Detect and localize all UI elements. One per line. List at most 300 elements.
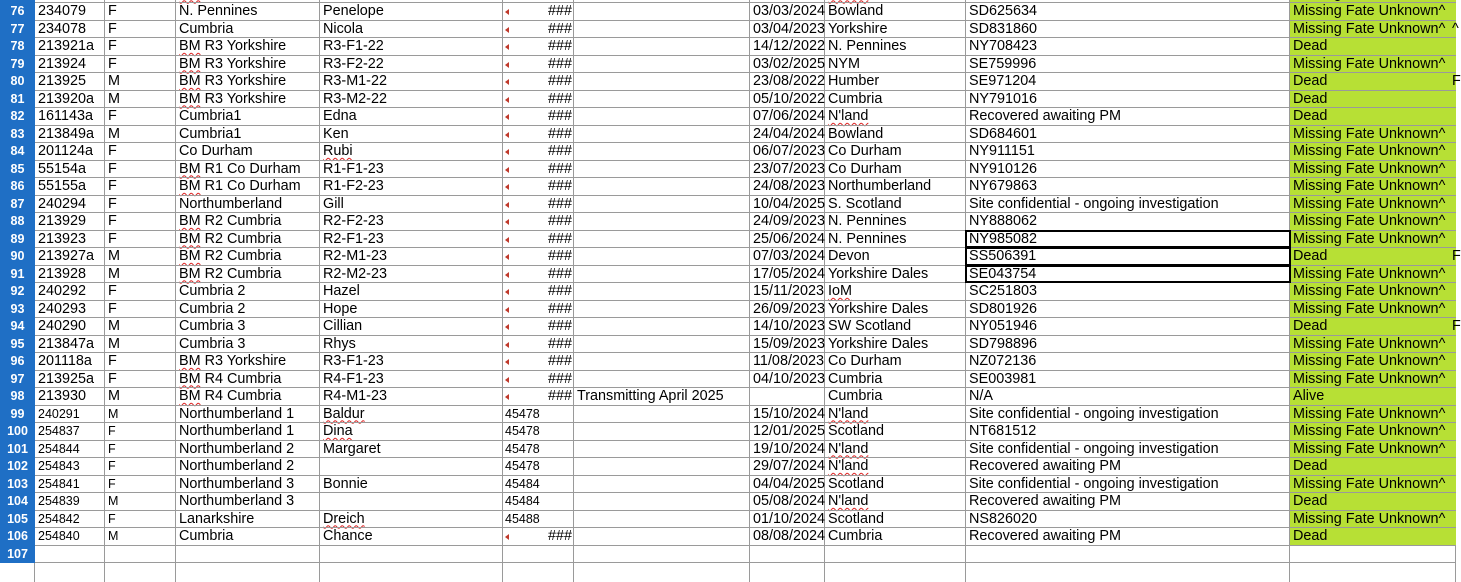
cell-date[interactable]: 24/09/2023 <box>753 213 826 229</box>
cell-grid[interactable]: Recovered awaiting PM <box>969 458 1121 474</box>
cell-date[interactable] <box>750 388 825 406</box>
cell-id[interactable]: 213924 <box>38 55 87 72</box>
cell-id[interactable]: 213925 <box>38 73 87 89</box>
cell-fate[interactable]: Dead <box>1293 38 1328 54</box>
cell-f[interactable]: ### <box>547 195 572 212</box>
cell-site[interactable] <box>176 231 320 249</box>
cell-name[interactable]: R3-M1-22 <box>323 73 387 89</box>
cell-id[interactable]: 55155a <box>38 178 87 194</box>
cell-f[interactable]: ### <box>547 143 572 159</box>
cell-site[interactable]: Cumbria 2 <box>179 283 246 299</box>
cell-note[interactable]: Transmitting April 2025 <box>577 388 724 404</box>
cell-id[interactable]: 254839 <box>38 494 80 508</box>
cell-site[interactable]: N. Pennines <box>179 3 258 19</box>
cell-f[interactable]: ### <box>547 388 572 404</box>
cell-site[interactable] <box>176 213 320 231</box>
cell-sex[interactable]: F <box>108 511 116 526</box>
cell-date[interactable]: 29/07/2024 <box>753 458 826 474</box>
cell-sex[interactable]: F <box>108 213 117 229</box>
cell-fate[interactable]: Missing Fate Unknown^ <box>1293 55 1446 72</box>
cell-f[interactable]: ### <box>547 55 572 72</box>
cell-fate[interactable]: Dead <box>1293 458 1328 474</box>
cell-region[interactable]: N. Pennines <box>828 230 907 247</box>
cell-region[interactable]: NYM <box>828 55 860 72</box>
cell-region[interactable]: Yorkshire <box>828 20 888 37</box>
cell-name[interactable] <box>320 493 503 511</box>
cell-grid[interactable]: SE043754 <box>969 265 1037 282</box>
cell-sex[interactable]: M <box>108 406 119 421</box>
cell-f[interactable]: ### <box>547 3 572 19</box>
cell-fate[interactable]: Alive <box>1293 388 1325 404</box>
cell-grid[interactable]: Recovered awaiting PM <box>969 528 1121 544</box>
cell-sex[interactable]: M <box>108 90 120 107</box>
cell-f[interactable]: ### <box>547 178 572 194</box>
cell-region[interactable]: Cumbria <box>828 388 883 404</box>
cell-sex[interactable]: M <box>108 494 119 508</box>
cell-sex[interactable]: M <box>108 265 120 282</box>
cell-date[interactable]: 07/03/2024 <box>753 248 826 264</box>
cell-date[interactable]: 03/03/2024 <box>753 3 826 19</box>
cell-site[interactable]: Cumbria <box>179 528 234 544</box>
cell-region[interactable]: Scotland <box>828 423 885 439</box>
cell-f[interactable]: ### <box>547 125 572 142</box>
cell-fate[interactable]: Missing Fate Unknown^ <box>1293 178 1446 194</box>
cell-region[interactable]: Bowland <box>828 125 884 142</box>
cell-region[interactable]: N'land <box>828 458 869 474</box>
cell-site[interactable]: Cumbria 3 <box>179 335 246 352</box>
cell-name[interactable]: Rubi <box>323 143 353 159</box>
row-number[interactable]: 99 <box>0 406 35 424</box>
cell-region[interactable]: N. Pennines <box>828 38 907 54</box>
cell-fate[interactable]: Missing Fate Unknown^ <box>1293 370 1446 387</box>
cell-sex[interactable] <box>105 546 176 564</box>
cell-sex[interactable]: F <box>108 300 117 317</box>
cell-name[interactable]: R2-M2-23 <box>323 265 387 282</box>
cell-id[interactable]: 234078 <box>38 20 87 37</box>
cell-grid[interactable]: SE759996 <box>969 55 1037 72</box>
cell-fate[interactable]: Dead <box>1293 493 1328 509</box>
cell-name[interactable]: Gill <box>323 195 344 212</box>
row-number[interactable]: 89 <box>0 231 35 249</box>
cell-name[interactable]: Dina <box>323 423 353 439</box>
cell-date[interactable]: 05/08/2024 <box>753 493 826 509</box>
cell-id[interactable]: 254843 <box>38 459 80 473</box>
cell-f[interactable]: ### <box>547 20 572 37</box>
cell-id[interactable]: 254844 <box>38 441 80 456</box>
cell-grid[interactable]: Recovered awaiting PM <box>969 493 1121 509</box>
cell-name[interactable]: R3-F2-22 <box>323 55 384 72</box>
cell-grid[interactable]: SE971204 <box>969 73 1037 89</box>
cell-site[interactable]: Northumberland 1 <box>179 405 295 422</box>
cell-name[interactable]: R2-F1-23 <box>323 230 384 247</box>
cell-grid[interactable]: Site confidential - ongoing investigation <box>969 440 1219 457</box>
cell-sex[interactable]: F <box>108 230 117 247</box>
cell-grid[interactable]: NY910126 <box>969 160 1038 177</box>
cell-site[interactable]: Cumbria1 <box>179 108 242 124</box>
cell-name[interactable]: Nicola <box>323 20 363 37</box>
cell-f[interactable]: ### <box>547 528 572 544</box>
cell-site[interactable]: Lanarkshire <box>179 510 255 527</box>
cell-sex[interactable]: F <box>108 38 117 54</box>
cell-id[interactable]: 234079 <box>38 3 87 19</box>
cell-fate[interactable]: Missing Fate Unknown^ <box>1293 265 1446 282</box>
cell-region[interactable]: Cumbria <box>828 90 883 107</box>
cell-region[interactable]: Cumbria <box>828 370 883 387</box>
cell-f[interactable]: 45478 <box>505 406 540 421</box>
cell-f[interactable]: ### <box>547 213 572 229</box>
cell-date[interactable]: 14/10/2023 <box>753 318 826 334</box>
cell-site[interactable]: Northumberland 1 <box>179 423 295 439</box>
cell-id[interactable] <box>35 546 105 564</box>
cell-sex[interactable]: F <box>108 20 117 37</box>
cell-region[interactable]: Yorkshire Dales <box>828 265 929 282</box>
cell-fate[interactable]: Dead <box>1293 248 1328 264</box>
row-number[interactable]: 86 <box>0 178 35 196</box>
cell-site[interactable]: Northumberland 3 <box>179 475 295 492</box>
cell-fate[interactable]: Missing Fate Unknown^ <box>1293 125 1446 142</box>
cell-date[interactable]: 01/10/2024 <box>753 510 826 527</box>
cell-fate[interactable]: Missing Fate Unknown^ <box>1293 283 1446 299</box>
cell-region[interactable]: Scotland <box>828 475 885 492</box>
cell-id[interactable]: 240293 <box>38 300 87 317</box>
cell-f[interactable]: ### <box>547 300 572 317</box>
cell-id[interactable]: 213930 <box>38 388 87 404</box>
cell-date[interactable]: 03/02/2025 <box>753 55 826 72</box>
cell-date[interactable]: 08/08/2024 <box>753 528 826 544</box>
cell-name[interactable]: Penelope <box>323 3 384 19</box>
cell-site[interactable] <box>176 56 320 74</box>
cell-name[interactable]: R3-M2-22 <box>323 90 387 107</box>
cell-sex[interactable]: M <box>108 388 120 404</box>
cell-sex[interactable]: M <box>108 318 120 334</box>
cell-name[interactable] <box>320 458 503 476</box>
cell-id[interactable]: 213927a <box>38 248 95 264</box>
cell-grid[interactable]: N/A <box>969 388 993 404</box>
row-number[interactable]: 102 <box>0 458 35 476</box>
row-number[interactable]: 103 <box>0 476 35 494</box>
cell-id[interactable]: 161143a <box>38 108 93 124</box>
cell-date[interactable]: 05/10/2022 <box>753 90 826 107</box>
cell-sex[interactable]: F <box>108 160 117 177</box>
cell-fate[interactable]: Missing Fate Unknown^ <box>1293 213 1446 229</box>
cell-id[interactable]: 240290 <box>38 318 87 334</box>
cell-site[interactable] <box>176 388 320 406</box>
cell-region[interactable]: N'land <box>828 493 869 509</box>
cell-name[interactable]: R1-F1-23 <box>323 160 384 177</box>
cell-date[interactable]: 07/06/2024 <box>753 108 826 124</box>
cell-sex[interactable]: F <box>108 108 117 124</box>
cell-f[interactable]: 45484 <box>505 494 540 508</box>
cell-site[interactable] <box>176 161 320 179</box>
cell-sex[interactable]: F <box>108 459 116 473</box>
cell-sex[interactable]: F <box>108 441 116 456</box>
cell-grid[interactable]: Site confidential - ongoing investigation <box>969 195 1219 212</box>
cell-fate[interactable]: Missing Fate Unknown^ <box>1293 20 1446 37</box>
cell-name[interactable]: Hazel <box>323 283 360 299</box>
cell-name[interactable]: Bonnie <box>323 475 368 492</box>
cell-id[interactable]: 201118a <box>38 353 92 369</box>
cell-date[interactable]: 14/12/2022 <box>753 38 826 54</box>
cell-sex[interactable]: F <box>108 353 117 369</box>
row-number[interactable]: 98 <box>0 388 35 406</box>
cell-date[interactable]: 15/11/2023 <box>753 283 824 299</box>
cell-name[interactable]: Dreich <box>323 510 365 527</box>
cell-fate[interactable]: Dead <box>1293 90 1328 107</box>
row-number[interactable]: 77 <box>0 21 35 39</box>
cell-f[interactable]: ### <box>547 73 572 89</box>
cell-date[interactable]: 12/01/2025 <box>753 423 826 439</box>
cell-f[interactable]: 45488 <box>505 511 540 526</box>
row-number[interactable]: 79 <box>0 56 35 74</box>
cell-id[interactable]: 254842 <box>38 511 80 526</box>
cell-id[interactable]: 240292 <box>38 283 87 299</box>
row-number[interactable]: 78 <box>0 38 35 56</box>
cell-sex[interactable]: F <box>108 3 117 19</box>
cell-id[interactable]: 213925a <box>38 370 95 387</box>
cell-grid[interactable]: NY051946 <box>969 318 1038 334</box>
cell-site[interactable] <box>176 178 320 196</box>
cell-name[interactable]: R3-F1-23 <box>323 353 384 369</box>
row-number[interactable]: 87 <box>0 196 35 214</box>
cell-grid[interactable]: NY791016 <box>969 90 1038 107</box>
cell-fate[interactable]: Missing Fate Unknown^ <box>1293 3 1446 19</box>
cell-fate[interactable]: Missing Fate Unknown^ <box>1293 510 1446 527</box>
cell-date[interactable]: 06/07/2023 <box>753 143 826 159</box>
row-number[interactable]: 104 <box>0 493 35 511</box>
cell-id[interactable]: 213920a <box>38 90 95 107</box>
cell-name[interactable]: Baldur <box>323 405 365 422</box>
cell-site[interactable] <box>176 353 320 371</box>
cell-grid[interactable]: SS506391 <box>969 248 1037 264</box>
cell-id[interactable]: 213847a <box>38 335 95 352</box>
cell-region[interactable]: Northumberland <box>828 178 932 194</box>
row-number[interactable]: 82 <box>0 108 35 126</box>
cell-f[interactable]: ### <box>547 318 572 334</box>
cell-date[interactable]: 19/10/2024 <box>753 440 826 457</box>
cell-grid[interactable]: SE003981 <box>969 370 1037 387</box>
cell-site[interactable] <box>176 266 320 284</box>
cell-id[interactable]: 213849a <box>38 125 95 142</box>
cell-f[interactable]: ### <box>547 230 572 247</box>
cell-date[interactable]: 03/04/2023 <box>753 20 826 37</box>
cell-name[interactable]: Edna <box>323 108 357 124</box>
row-number[interactable]: 97 <box>0 371 35 389</box>
row-number[interactable]: 101 <box>0 441 35 459</box>
cell-region[interactable]: Cumbria <box>828 528 883 544</box>
cell-fate[interactable]: Missing Fate Unknown^ <box>1293 160 1446 177</box>
cell-name[interactable]: Ken <box>323 125 349 142</box>
cell-site[interactable]: Cumbria <box>179 20 234 37</box>
cell-f[interactable]: ### <box>547 283 572 299</box>
cell-id[interactable]: 213928 <box>38 265 87 282</box>
cell-fate[interactable]: Missing Fate Unknown^ <box>1293 230 1446 247</box>
cell-site[interactable]: Co Durham <box>179 143 253 159</box>
cell-id[interactable]: 240294 <box>38 195 87 212</box>
cell-id[interactable]: 213921a <box>38 38 95 54</box>
cell-grid[interactable]: NY708423 <box>969 38 1038 54</box>
cell-sex[interactable]: M <box>108 248 120 264</box>
cell-name[interactable]: Margaret <box>323 440 381 457</box>
cell-f[interactable]: ### <box>547 160 572 177</box>
cell-fate[interactable]: Dead <box>1293 528 1328 544</box>
cell-sex[interactable]: F <box>108 55 117 72</box>
row-number[interactable]: 96 <box>0 353 35 371</box>
row-number[interactable]: 100 <box>0 423 35 441</box>
cell-fate[interactable]: Dead <box>1293 108 1328 124</box>
cell-id[interactable]: 254837 <box>38 424 80 438</box>
cell-date[interactable]: 04/10/2023 <box>753 370 826 387</box>
cell-fate[interactable] <box>1290 546 1450 564</box>
cell-f[interactable]: ### <box>547 353 572 369</box>
cell-name[interactable]: Hope <box>323 300 358 317</box>
cell-region[interactable]: Devon <box>828 248 870 264</box>
cell-site[interactable]: Northumberland 3 <box>179 493 295 509</box>
cell-f[interactable]: ### <box>547 38 572 54</box>
cell-date[interactable]: 25/06/2024 <box>753 230 826 247</box>
cell-fate[interactable]: Missing Fate Unknown^ <box>1293 353 1446 369</box>
cell-id[interactable]: 201124a <box>38 143 93 159</box>
cell-name[interactable]: Rhys <box>323 335 356 352</box>
cell-name[interactable]: R3-F1-22 <box>323 38 384 54</box>
cell-name[interactable]: R2-F2-23 <box>323 213 384 229</box>
cell-f[interactable]: 45478 <box>505 424 540 438</box>
cell-sex[interactable]: M <box>108 125 120 142</box>
cell-region[interactable]: N'land <box>828 108 869 124</box>
cell-fate[interactable]: Missing Fate Unknown^ <box>1293 335 1446 352</box>
cell-id[interactable]: 240291 <box>38 406 80 421</box>
cell-name[interactable]: Chance <box>323 528 373 544</box>
cell-grid[interactable]: Recovered awaiting PM <box>969 108 1121 124</box>
cell-grid[interactable]: SD831860 <box>969 20 1038 37</box>
row-number[interactable]: 84 <box>0 143 35 161</box>
cell-site[interactable]: Cumbria1 <box>179 125 242 142</box>
cell-date[interactable]: 23/07/2023 <box>753 160 826 177</box>
cell-site[interactable]: Cumbria 2 <box>179 300 246 317</box>
cell-region[interactable]: N'land <box>828 440 869 457</box>
cell-grid[interactable]: NY985082 <box>969 230 1038 247</box>
cell-f[interactable]: 45478 <box>505 459 540 473</box>
cell-name[interactable]: R2-M1-23 <box>323 248 387 264</box>
cell-grid[interactable] <box>966 546 1286 564</box>
cell-date[interactable]: 15/09/2023 <box>753 335 826 352</box>
cell-fate[interactable]: Missing Fate Unknown^ <box>1293 300 1446 317</box>
cell-grid[interactable]: SD798896 <box>969 335 1038 352</box>
cell-sex[interactable]: F <box>108 143 117 159</box>
row-number[interactable]: 95 <box>0 336 35 354</box>
cell-grid[interactable]: NZ072136 <box>969 353 1037 369</box>
cell-f[interactable]: ### <box>547 265 572 282</box>
cell-site[interactable]: Cumbria 3 <box>179 318 246 334</box>
cell-grid[interactable]: SC251803 <box>969 283 1038 299</box>
cell-date[interactable]: 26/09/2023 <box>753 300 826 317</box>
cell-grid[interactable]: NY911151 <box>969 143 1035 159</box>
cell-region[interactable]: Scotland <box>828 510 885 527</box>
cell-site[interactable] <box>176 248 320 266</box>
cell-grid[interactable]: NS826020 <box>969 510 1038 527</box>
cell-name[interactable] <box>320 546 503 564</box>
cell-id[interactable]: 213929 <box>38 213 87 229</box>
row-number[interactable]: 85 <box>0 161 35 179</box>
row-number[interactable]: 81 <box>0 91 35 109</box>
cell-region[interactable]: S. Scotland <box>828 195 902 212</box>
cell-f[interactable]: ### <box>547 248 572 264</box>
cell-fate[interactable]: Missing Fate Unknown^ <box>1293 440 1446 457</box>
cell-site[interactable]: Northumberland 2 <box>179 458 295 474</box>
cell-f[interactable]: ### <box>547 335 572 352</box>
cell-name[interactable]: Cillian <box>323 318 363 334</box>
cell-id[interactable]: 254841 <box>38 476 80 491</box>
cell-sex[interactable]: F <box>108 195 117 212</box>
row-number[interactable]: 92 <box>0 283 35 301</box>
cell-name[interactable]: R4-F1-23 <box>323 370 384 387</box>
cell-site[interactable] <box>176 73 320 91</box>
row-number[interactable]: 90 <box>0 248 35 266</box>
row-number[interactable]: 76 <box>0 3 35 21</box>
row-number[interactable]: 80 <box>0 73 35 91</box>
cell-grid[interactable]: SD684601 <box>969 125 1038 142</box>
cell-date[interactable]: 10/04/2025 <box>753 195 826 212</box>
row-number[interactable]: 91 <box>0 266 35 284</box>
cell-region[interactable]: Co Durham <box>828 353 902 369</box>
cell-grid[interactable]: Site confidential - ongoing investigation <box>969 405 1219 422</box>
cell-sex[interactable]: M <box>108 73 120 89</box>
cell-region[interactable]: Yorkshire Dales <box>828 300 929 317</box>
cell-grid[interactable]: SD625634 <box>969 3 1038 19</box>
cell-region[interactable] <box>825 546 966 564</box>
row-number[interactable]: 107 <box>0 546 35 564</box>
cell-site[interactable]: Northumberland 2 <box>179 440 295 457</box>
cell-sex[interactable]: F <box>108 283 117 299</box>
cell-id[interactable]: 213923 <box>38 230 87 247</box>
cell-date[interactable]: 17/05/2024 <box>753 265 826 282</box>
cell-region[interactable]: N. Pennines <box>828 213 907 229</box>
cell-f[interactable]: ### <box>547 108 572 124</box>
cell-sex[interactable]: F <box>108 370 117 387</box>
cell-grid[interactable]: NY888062 <box>969 213 1038 229</box>
row-number[interactable]: 106 <box>0 528 35 546</box>
cell-sex[interactable]: M <box>108 529 119 543</box>
cell-f[interactable]: 45484 <box>505 476 540 491</box>
cell-grid[interactable]: SD801926 <box>969 300 1038 317</box>
cell-id[interactable]: 254840 <box>38 529 80 543</box>
cell-region[interactable]: SW Scotland <box>828 318 912 334</box>
cell-date[interactable]: 23/08/2022 <box>753 73 826 89</box>
cell-site[interactable]: Northumberland <box>179 195 283 212</box>
cell-date[interactable]: 15/10/2024 <box>753 405 826 422</box>
cell-site[interactable] <box>176 91 320 109</box>
cell-grid[interactable]: Site confidential - ongoing investigation <box>969 475 1219 492</box>
cell-date[interactable]: 11/08/2023 <box>753 353 824 369</box>
cell-name[interactable]: R4-M1-23 <box>323 388 387 404</box>
cell-fate[interactable]: Missing Fate Unknown^ <box>1293 475 1446 492</box>
cell-site[interactable] <box>176 38 320 56</box>
cell-region[interactable]: Co Durham <box>828 160 902 177</box>
cell-fate[interactable]: Dead <box>1293 73 1328 89</box>
cell-fate[interactable]: Missing Fate Unknown^ <box>1293 405 1446 422</box>
cell-grid[interactable]: NT681512 <box>969 423 1037 439</box>
row-number[interactable]: 105 <box>0 511 35 529</box>
cell-sex[interactable]: F <box>108 424 116 438</box>
cell-name[interactable]: R1-F2-23 <box>323 178 384 194</box>
cell-region[interactable]: Bowland <box>828 3 884 19</box>
cell-region[interactable]: Co Durham <box>828 143 902 159</box>
cell-fate[interactable]: Missing Fate Unknown^ <box>1293 143 1446 159</box>
row-number[interactable]: 88 <box>0 213 35 231</box>
cell-date[interactable]: 24/08/2023 <box>753 178 826 194</box>
row-number[interactable]: 94 <box>0 318 35 336</box>
cell-fate[interactable]: Dead <box>1293 318 1328 334</box>
cell-date[interactable]: 04/04/2025 <box>753 475 826 492</box>
